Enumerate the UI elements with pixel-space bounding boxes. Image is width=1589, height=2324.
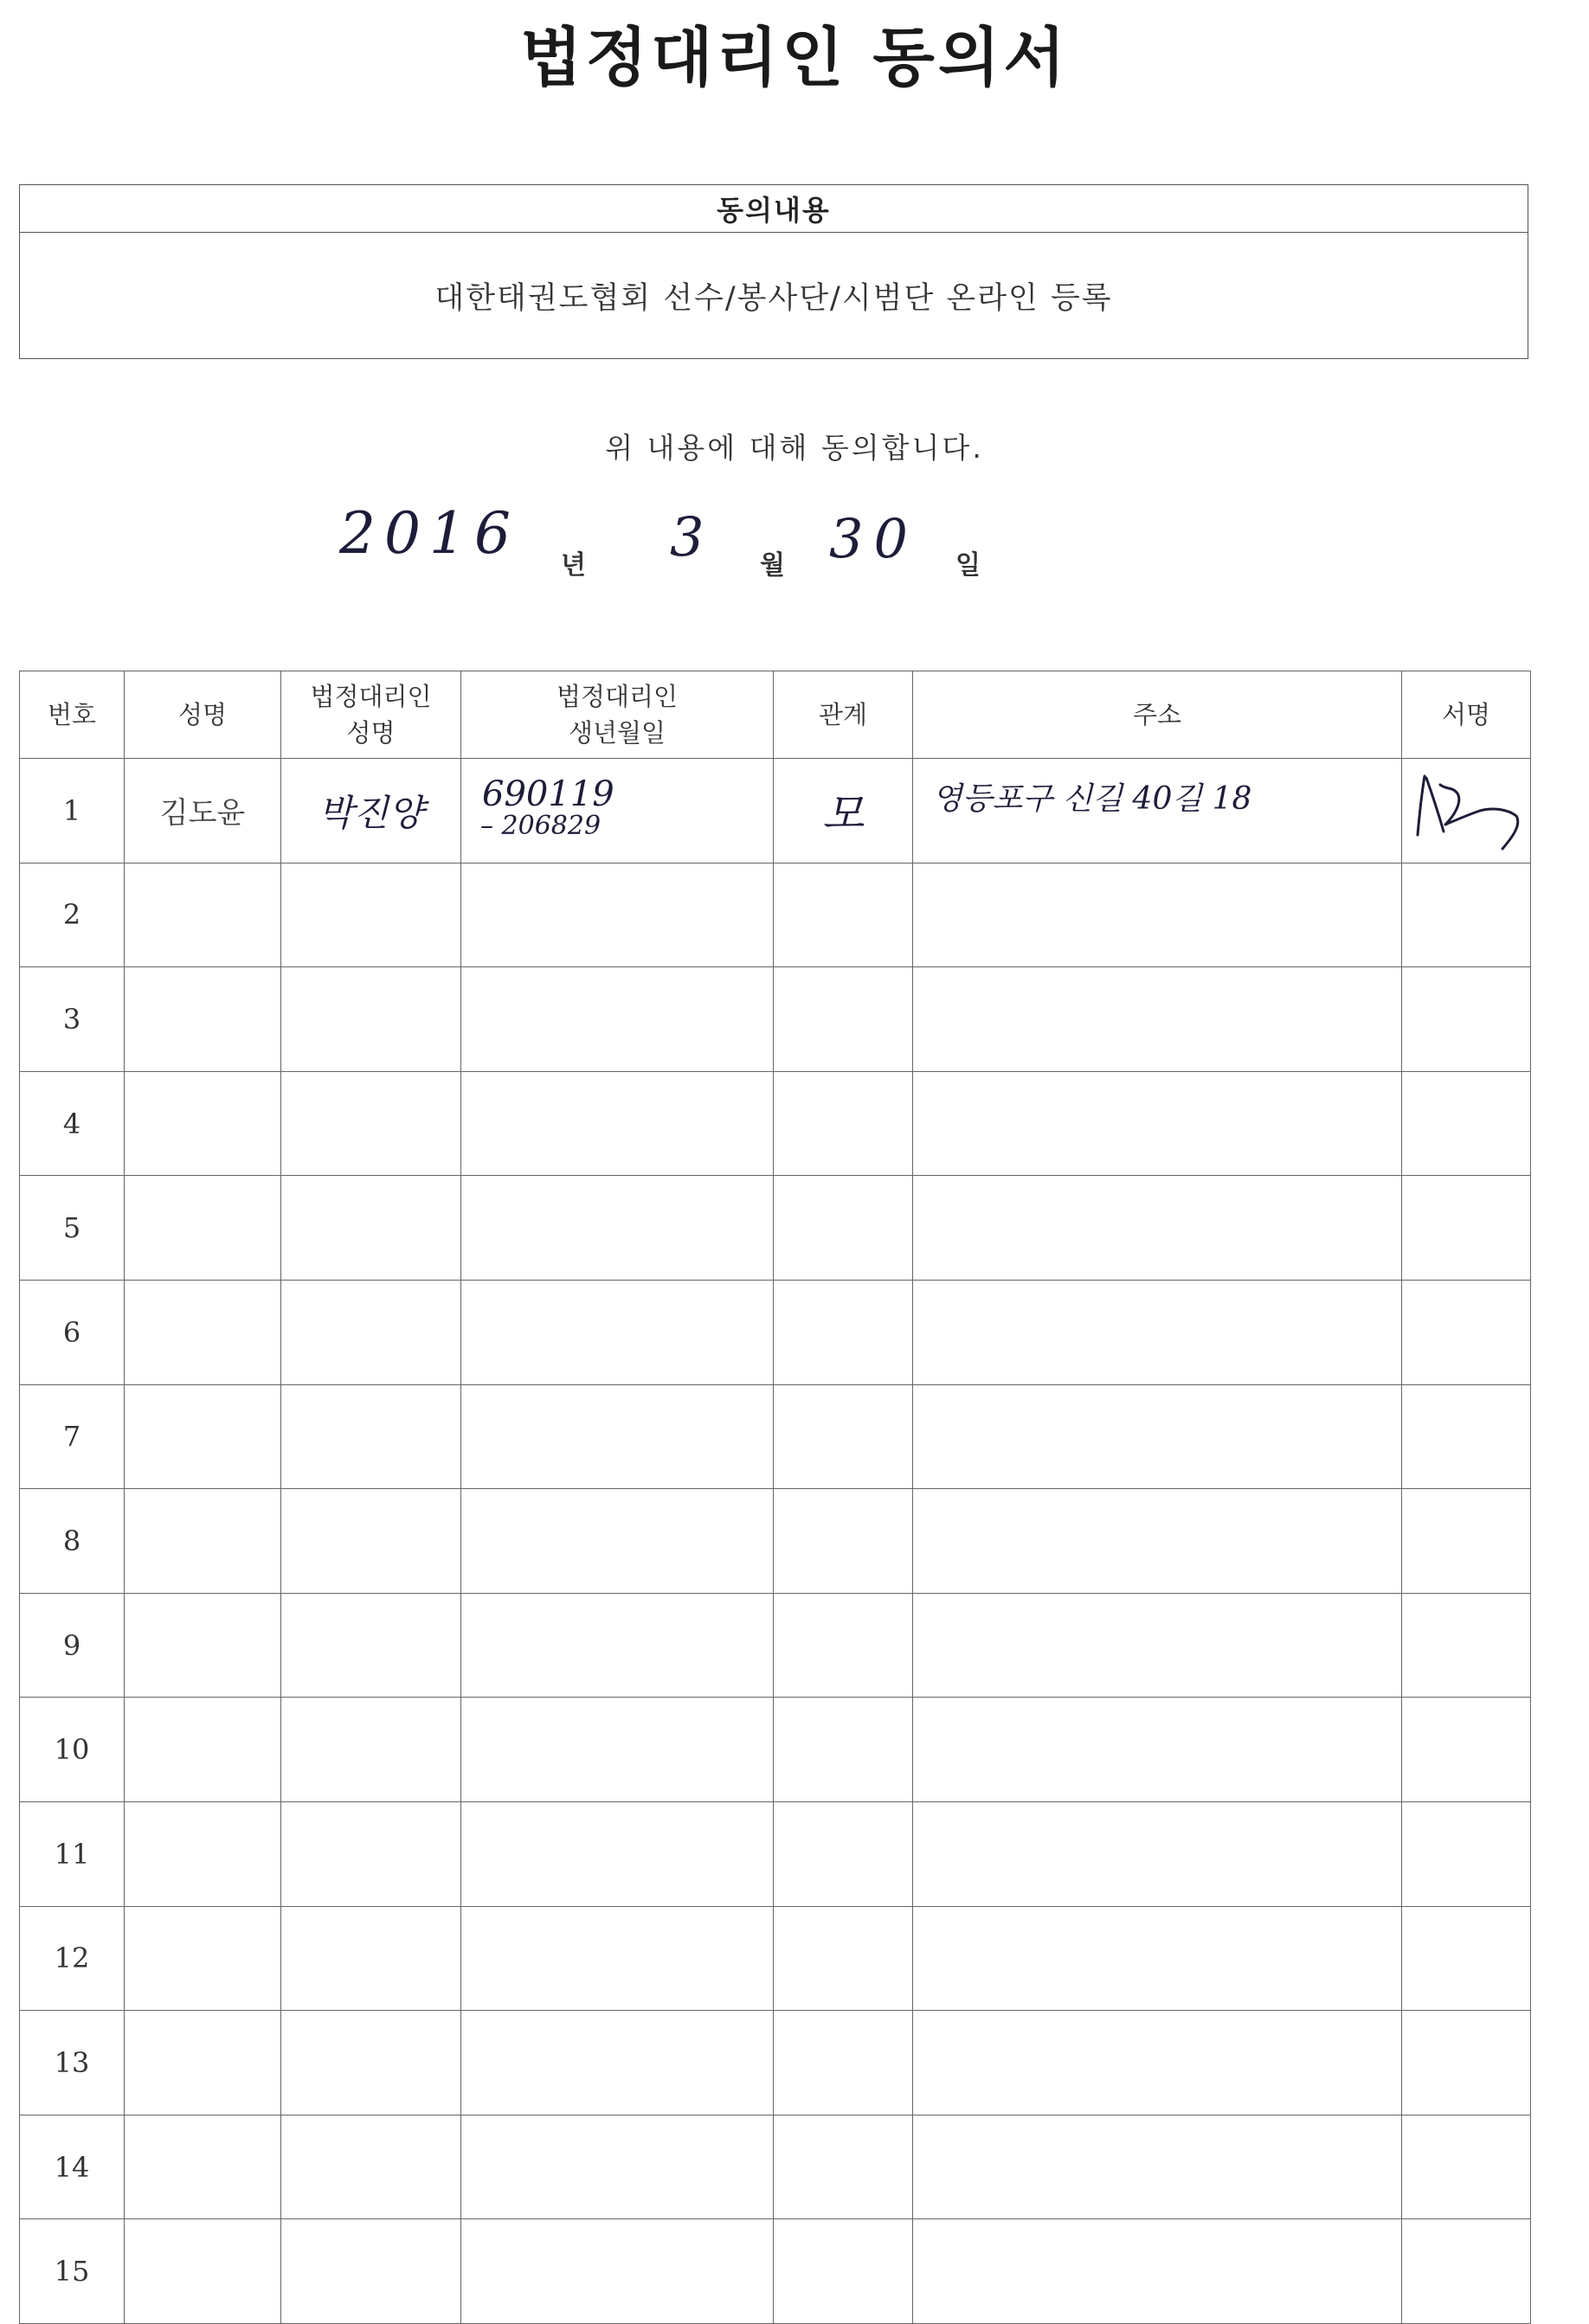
cell-empty <box>1402 2011 1531 2115</box>
table-row <box>20 1384 1531 1489</box>
cell-no: 13 <box>20 2011 125 2115</box>
cell-empty <box>1402 1698 1531 1802</box>
cell-empty <box>281 1593 461 1698</box>
cell-empty <box>1402 1280 1531 1384</box>
date-day-unit: 일 <box>955 550 981 581</box>
cell-empty <box>281 1176 461 1281</box>
cell-empty <box>461 1071 774 1176</box>
cell-address <box>913 759 1402 863</box>
cell-empty <box>774 1489 913 1594</box>
cell-empty <box>774 1280 913 1384</box>
cell-empty <box>281 2011 461 2115</box>
cell-empty <box>1402 1489 1531 1594</box>
cell-empty <box>125 2115 281 2219</box>
cell-empty <box>774 1906 913 2011</box>
cell-empty <box>281 1489 461 1594</box>
cell-empty <box>125 1071 281 1176</box>
date-line <box>0 493 1589 597</box>
cell-empty <box>774 1071 913 1176</box>
cell-empty <box>125 1176 281 1281</box>
cell-no: 14 <box>20 2115 125 2219</box>
cell-empty <box>125 1698 281 1802</box>
cell-empty <box>913 1071 1402 1176</box>
cell-empty <box>774 1698 913 1802</box>
cell-empty <box>1402 2115 1531 2219</box>
table-row <box>20 1698 1531 1802</box>
document-title: 법정대리인 동의서 <box>520 21 1069 95</box>
cell-empty <box>281 1906 461 2011</box>
table-row <box>20 967 1531 1072</box>
cell-empty <box>913 2219 1402 2324</box>
cell-empty <box>461 2115 774 2219</box>
cell-empty <box>774 2219 913 2324</box>
cell-empty <box>125 1489 281 1594</box>
consent-header: 동의내용 <box>20 185 1528 233</box>
cell-empty <box>913 1384 1402 1489</box>
cell-empty <box>1402 1801 1531 1906</box>
cell-empty <box>774 2115 913 2219</box>
cell-no: 1 <box>20 759 125 863</box>
cell-empty <box>1402 1906 1531 2011</box>
relation-handwritten: 모 <box>821 788 865 839</box>
table-header-row <box>20 671 1531 759</box>
cell-relation <box>774 759 913 863</box>
cell-empty <box>461 967 774 1072</box>
cell-empty <box>913 1176 1402 1281</box>
cell-no: 7 <box>20 1384 125 1489</box>
cell-empty <box>913 2115 1402 2219</box>
cell-empty <box>125 967 281 1072</box>
header-name: 성명 <box>125 671 281 759</box>
cell-empty <box>281 2115 461 2219</box>
cell-empty <box>461 1593 774 1698</box>
guardian-consent-table <box>19 671 1531 2324</box>
cell-empty <box>1402 1176 1531 1281</box>
cell-empty <box>774 1801 913 1906</box>
cell-empty <box>461 863 774 967</box>
cell-empty <box>1402 1593 1531 1698</box>
table-row <box>20 759 1531 863</box>
table-row <box>20 1801 1531 1906</box>
cell-empty <box>125 1280 281 1384</box>
cell-empty <box>1402 2219 1531 2324</box>
cell-guardian-name <box>281 759 461 863</box>
cell-empty <box>461 1176 774 1281</box>
cell-no: 3 <box>20 967 125 1072</box>
cell-no: 15 <box>20 2219 125 2324</box>
cell-empty <box>281 1384 461 1489</box>
cell-no: 12 <box>20 1906 125 2011</box>
cell-empty <box>281 1698 461 1802</box>
cell-empty <box>774 1176 913 1281</box>
guardian-birth-back: – 206829 <box>480 811 602 842</box>
cell-empty <box>461 1906 774 2011</box>
header-signature: 서명 <box>1402 671 1531 759</box>
cell-empty <box>913 1280 1402 1384</box>
header-relation: 관계 <box>774 671 913 759</box>
cell-empty <box>913 1906 1402 2011</box>
cell-empty <box>281 1071 461 1176</box>
date-day: 30 <box>829 507 918 570</box>
cell-empty <box>281 967 461 1072</box>
cell-no: 5 <box>20 1176 125 1281</box>
cell-empty <box>774 1384 913 1489</box>
table-row <box>20 2115 1531 2219</box>
cell-empty <box>281 863 461 967</box>
table-row <box>20 1593 1531 1698</box>
cell-empty <box>1402 863 1531 967</box>
table-row <box>20 1071 1531 1176</box>
cell-empty <box>125 1593 281 1698</box>
cell-no: 8 <box>20 1489 125 1594</box>
consent-content-box <box>19 184 1528 359</box>
cell-empty <box>461 1280 774 1384</box>
signature-scribble <box>1406 767 1527 854</box>
cell-empty <box>913 967 1402 1072</box>
table-row <box>20 1906 1531 2011</box>
cell-guardian-birth <box>461 759 774 863</box>
cell-no: 11 <box>20 1801 125 1906</box>
cell-empty <box>461 1698 774 1802</box>
cell-empty <box>125 1801 281 1906</box>
cell-empty <box>125 2011 281 2115</box>
cell-no: 4 <box>20 1071 125 1176</box>
header-guardian-birth: 법정대리인 생년월일 <box>461 671 774 759</box>
header-address: 주소 <box>913 671 1402 759</box>
cell-empty <box>774 2011 913 2115</box>
consent-content: 대한태권도협회 선수/봉사단/시범단 온라인 등록 <box>434 280 1113 316</box>
cell-empty <box>774 967 913 1072</box>
cell-empty <box>461 2219 774 2324</box>
cell-empty <box>461 2011 774 2115</box>
student-name: 김도윤 <box>159 796 246 831</box>
table-row <box>20 1489 1531 1594</box>
cell-empty <box>913 1801 1402 1906</box>
date-month: 3 <box>670 505 704 568</box>
cell-empty <box>913 1489 1402 1594</box>
cell-empty <box>913 863 1402 967</box>
cell-empty <box>913 1698 1402 1802</box>
cell-empty <box>461 1801 774 1906</box>
cell-empty <box>125 1906 281 2011</box>
agreement-statement: 위 내용에 대해 동의합니다. <box>605 431 984 465</box>
cell-empty <box>461 1489 774 1594</box>
guardian-birth-front: 690119 <box>482 774 614 815</box>
cell-no: 9 <box>20 1593 125 1698</box>
cell-empty <box>125 2219 281 2324</box>
cell-empty <box>1402 967 1531 1072</box>
cell-empty <box>125 863 281 967</box>
cell-empty <box>774 863 913 967</box>
cell-empty <box>913 2011 1402 2115</box>
date-year: 2016 <box>339 500 519 567</box>
cell-no: 10 <box>20 1698 125 1802</box>
table-row <box>20 2219 1531 2324</box>
table-row <box>20 863 1531 967</box>
cell-empty <box>774 1593 913 1698</box>
date-month-unit: 월 <box>760 550 785 581</box>
cell-no: 6 <box>20 1280 125 1384</box>
address-handwritten: 영등포구 신길 40길 18 <box>932 781 1252 817</box>
cell-empty <box>281 1280 461 1384</box>
cell-empty <box>281 2219 461 2324</box>
cell-name <box>125 759 281 863</box>
cell-signature <box>1402 759 1531 863</box>
header-no: 번호 <box>20 671 125 759</box>
cell-empty <box>913 1593 1402 1698</box>
cell-no: 2 <box>20 863 125 967</box>
cell-empty <box>1402 1071 1531 1176</box>
guardian-name-handwritten: 박진양 <box>318 791 424 834</box>
cell-empty <box>125 1384 281 1489</box>
cell-empty <box>281 1801 461 1906</box>
date-year-unit: 년 <box>561 550 586 581</box>
cell-empty <box>461 1384 774 1489</box>
table-row <box>20 1280 1531 1384</box>
header-guardian-name: 법정대리인 성명 <box>281 671 461 759</box>
cell-empty <box>1402 1384 1531 1489</box>
table-row <box>20 2011 1531 2115</box>
table-row <box>20 1176 1531 1281</box>
